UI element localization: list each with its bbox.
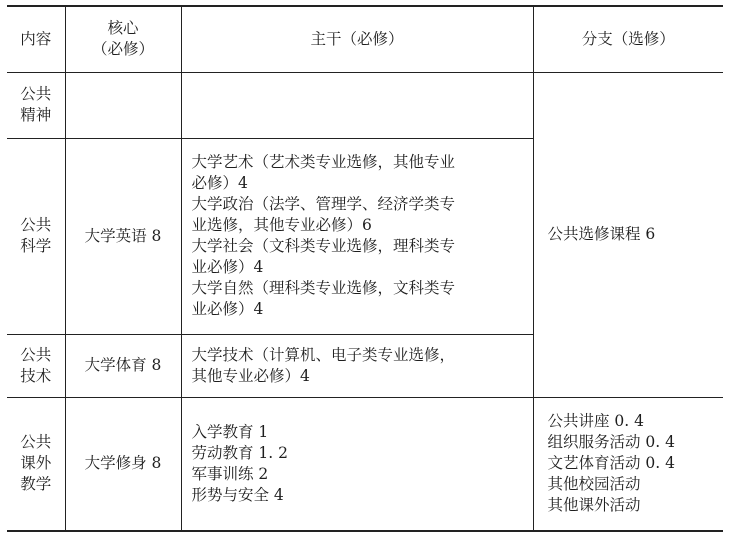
- header-row: [7, 6, 723, 72]
- main-line: 必修）4: [191, 174, 248, 192]
- core-text: 大学英语 8: [84, 226, 162, 245]
- main-line: 大学政治（法学、管理学、经济学类专: [191, 195, 456, 213]
- main-cell: [181, 334, 533, 397]
- core-cell: [65, 138, 181, 334]
- category-line: 公共: [20, 85, 52, 103]
- category-cell: [7, 138, 65, 334]
- category-line: 科学: [20, 237, 52, 255]
- header-core-line: 核心: [107, 19, 139, 38]
- header-core: [65, 6, 181, 72]
- branch-text: 公共选修课程 6: [547, 225, 656, 243]
- branch-line: 其他校园活动: [547, 475, 641, 494]
- header-main-label: 主干（必修）: [310, 29, 404, 48]
- curriculum-table: [7, 5, 723, 532]
- branch-cell-merged: [533, 72, 723, 397]
- category-cell: [7, 334, 65, 397]
- main-cell: [181, 138, 533, 334]
- header-branch-label: 分支（选修）: [581, 29, 675, 48]
- main-line: 入学教育 1: [191, 422, 269, 441]
- main-line: 大学艺术（艺术类专业选修，其他专业: [191, 153, 456, 171]
- category-line: 精神: [20, 106, 52, 124]
- category-line: 课外: [20, 454, 52, 473]
- branch-line: 公共讲座 0. 4: [547, 412, 645, 431]
- table-row: [7, 72, 723, 138]
- main-line: 形势与安全 4: [191, 485, 284, 504]
- table-row: [7, 397, 723, 531]
- main-line: 大学技术（计算机、电子类专业选修，: [191, 345, 456, 364]
- branch-line: 组织服务活动 0. 4: [547, 433, 676, 452]
- main-line: 业选修，其他专业必修）6: [191, 216, 372, 234]
- category-line: 技术: [20, 366, 52, 385]
- main-cell: [181, 72, 533, 138]
- header-content: [7, 6, 65, 72]
- main-line: 其他专业必修）4: [191, 366, 310, 385]
- header-core-line: （必修）: [91, 40, 154, 59]
- main-line: 大学自然（理科类专业选修，文科类专: [191, 279, 456, 297]
- branch-cell: [533, 397, 723, 531]
- main-line: 军事训练 2: [191, 464, 269, 483]
- main-line: 业必修）4: [191, 300, 264, 318]
- category-line: 公共: [20, 216, 52, 234]
- header-content-label: 内容: [20, 29, 52, 48]
- core-cell: [65, 397, 181, 531]
- branch-line: 其他课外活动: [547, 496, 641, 515]
- category-line: 公共: [20, 433, 52, 452]
- category-line: 教学: [20, 475, 52, 494]
- core-cell: [65, 72, 181, 138]
- main-line: 大学社会（文科类专业选修，理科类专: [191, 237, 456, 255]
- main-line: 劳动教育 1. 2: [191, 443, 289, 462]
- core-text: 大学修身 8: [84, 454, 162, 473]
- main-line: 业必修）4: [191, 258, 264, 276]
- main-cell: [181, 397, 533, 531]
- branch-line: 文艺体育活动 0. 4: [547, 454, 676, 473]
- category-line: 公共: [20, 345, 52, 364]
- header-branch: [533, 6, 723, 72]
- category-cell: [7, 397, 65, 531]
- core-cell: [65, 334, 181, 397]
- core-text: 大学体育 8: [84, 356, 162, 374]
- category-cell: [7, 72, 65, 138]
- header-main: [181, 6, 533, 72]
